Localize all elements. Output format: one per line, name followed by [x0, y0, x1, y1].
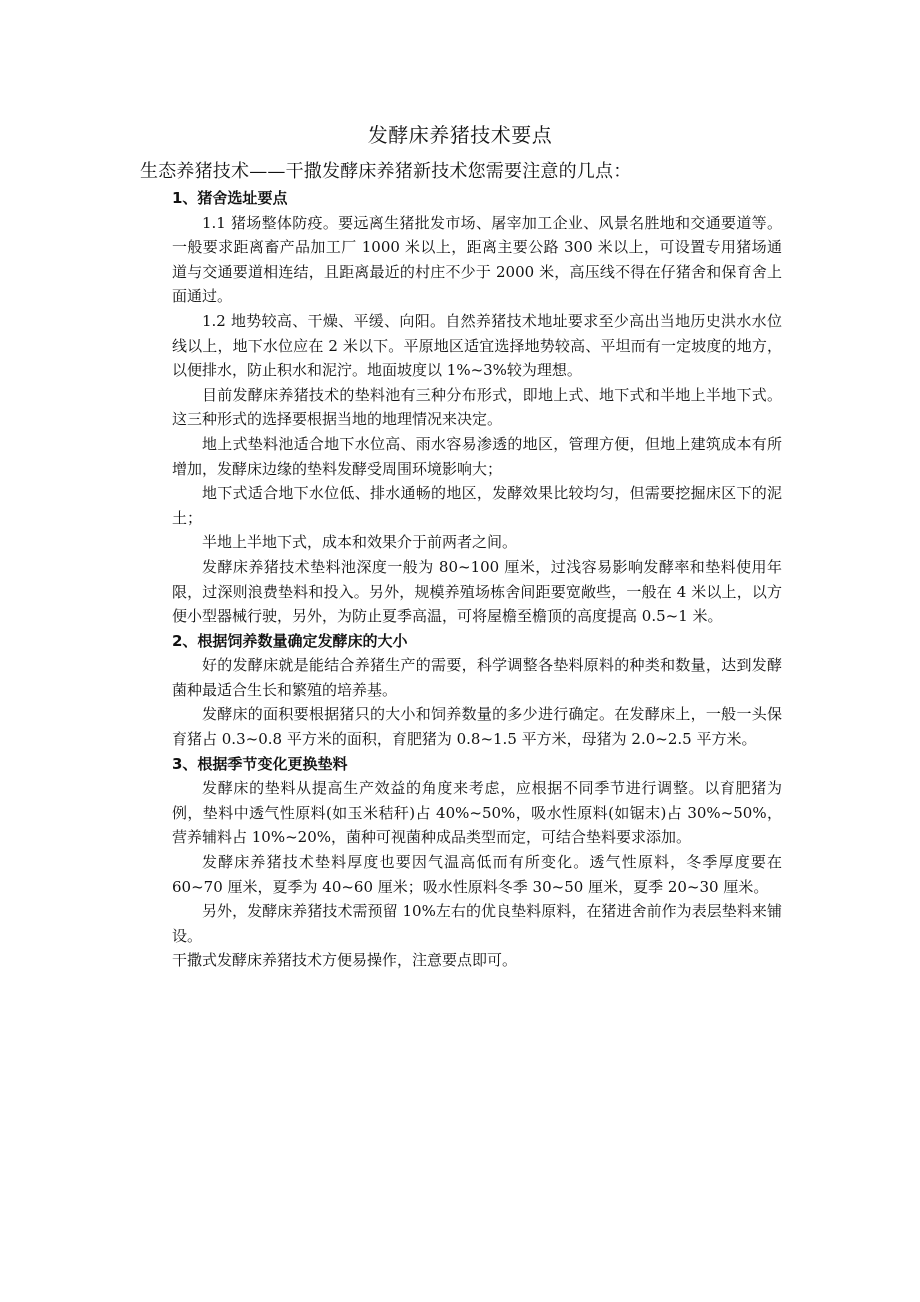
section-heading: 1、猪舍选址要点 [172, 189, 288, 207]
document-body [172, 186, 782, 973]
paragraph: 半地上半地下式，成本和效果介于前两者之间。 [202, 533, 518, 552]
paragraph: 发酵床的垫料从提高生产效益的角度来考虑，应根据不同季节进行调整。以育肥猪为例，垫料中透气性原料(如玉米秸秆)占 40%~50%，吸水性原料(如锯末)占 30%~50%，营养辅料占 10%~20%，菌种可视菌种成品类型而定，可结合垫料要求添加。 [172, 779, 782, 847]
closing-paragraph: 干撒式发酵床养猪技术方便易操作，注意要点即可。 [172, 951, 518, 970]
paragraph: 1.1 猪场整体防疫。要远离生猪批发市场、屠宰加工企业、风景名胜地和交通要道等。一般要求距离畜产品加工厂 1000 米以上，距离主要公路 300 米以上，可设置专用猪场通道与交通要道相连结，且距离最近的村庄不少于 2000 米，高压线不得在仔猪舍和保育舍上面通过。 [172, 213, 782, 306]
paragraph: 发酵床养猪技术垫料池深度一般为 80~100 厘米，过浅容易影响发酵率和垫料使用年限，过深则浪费垫料和投入。另外，规模养殖场栋舍间距要宽敞些，一般在 4 米以上，以方便小型器械行驶，另外，为防止夏季高温，可将屋檐至檐顶的高度提高 0.5~1 米。 [172, 557, 782, 626]
paragraph: 目前发酵床养猪技术的垫料池有三种分布形式，即地上式、地下式和半地上半地下式。这三种形式的选择要根据当地的地理情况来决定。 [172, 385, 782, 429]
paragraph: 地下式适合地下水位低、排水通畅的地区，发酵效果比较均匀，但需要挖掘床区下的泥土； [172, 484, 782, 527]
section-heading: 2、根据饲养数量确定发酵床的大小 [172, 631, 408, 650]
paragraph: 另外，发酵床养猪技术需预留 10%左右的优良垫料原料，在猪进舍前作为表层垫料来铺设。 [172, 902, 782, 945]
paragraph: 1.2 地势较高、干燥、平缓、向阳。自然养猪技术地址要求至少高出当地历史洪水水位线以上，地下水位应在 2 米以下。平原地区适宜选择地势较高、平坦而有一定坡度的地方，以便排水，防止积水和泥泞。地面坡度以 1%~3%较为理想。 [172, 311, 782, 380]
document-title: 发酵床养猪技术要点 [367, 123, 553, 147]
section-heading: 3、根据季节变化更换垫料 [172, 754, 348, 773]
paragraph: 发酵床的面积要根据猪只的大小和饲养数量的多少进行确定。在发酵床上，一般一头保育猪占 0.3~0.8 平方米的面积，育肥猪为 0.8~1.5 平方米，母猪为 2.0~2.5 平方米。 [172, 705, 782, 749]
paragraph: 地上式垫料池适合地下水位高、雨水容易渗透的地区，管理方便，但地上建筑成本有所增加，发酵床边缘的垫料发酵受周围环境影响大； [172, 434, 782, 478]
paragraph: 好的发酵床就是能结合养猪生产的需要，科学调整各垫料原料的种类和数量，达到发酵菌种最适合生长和繁殖的培养基。 [172, 656, 782, 699]
paragraph: 发酵床养猪技术垫料厚度也要因气温高低而有所变化。透气性原料，冬季厚度要在60~70 厘米，夏季为 40~60 厘米；吸水性原料冬季 30~50 厘米，夏季 20~30 厘米。 [172, 853, 782, 896]
document-subtitle: 生态养猪技术——干撒发酵床养猪新技术您需要注意的几点： [140, 161, 632, 182]
